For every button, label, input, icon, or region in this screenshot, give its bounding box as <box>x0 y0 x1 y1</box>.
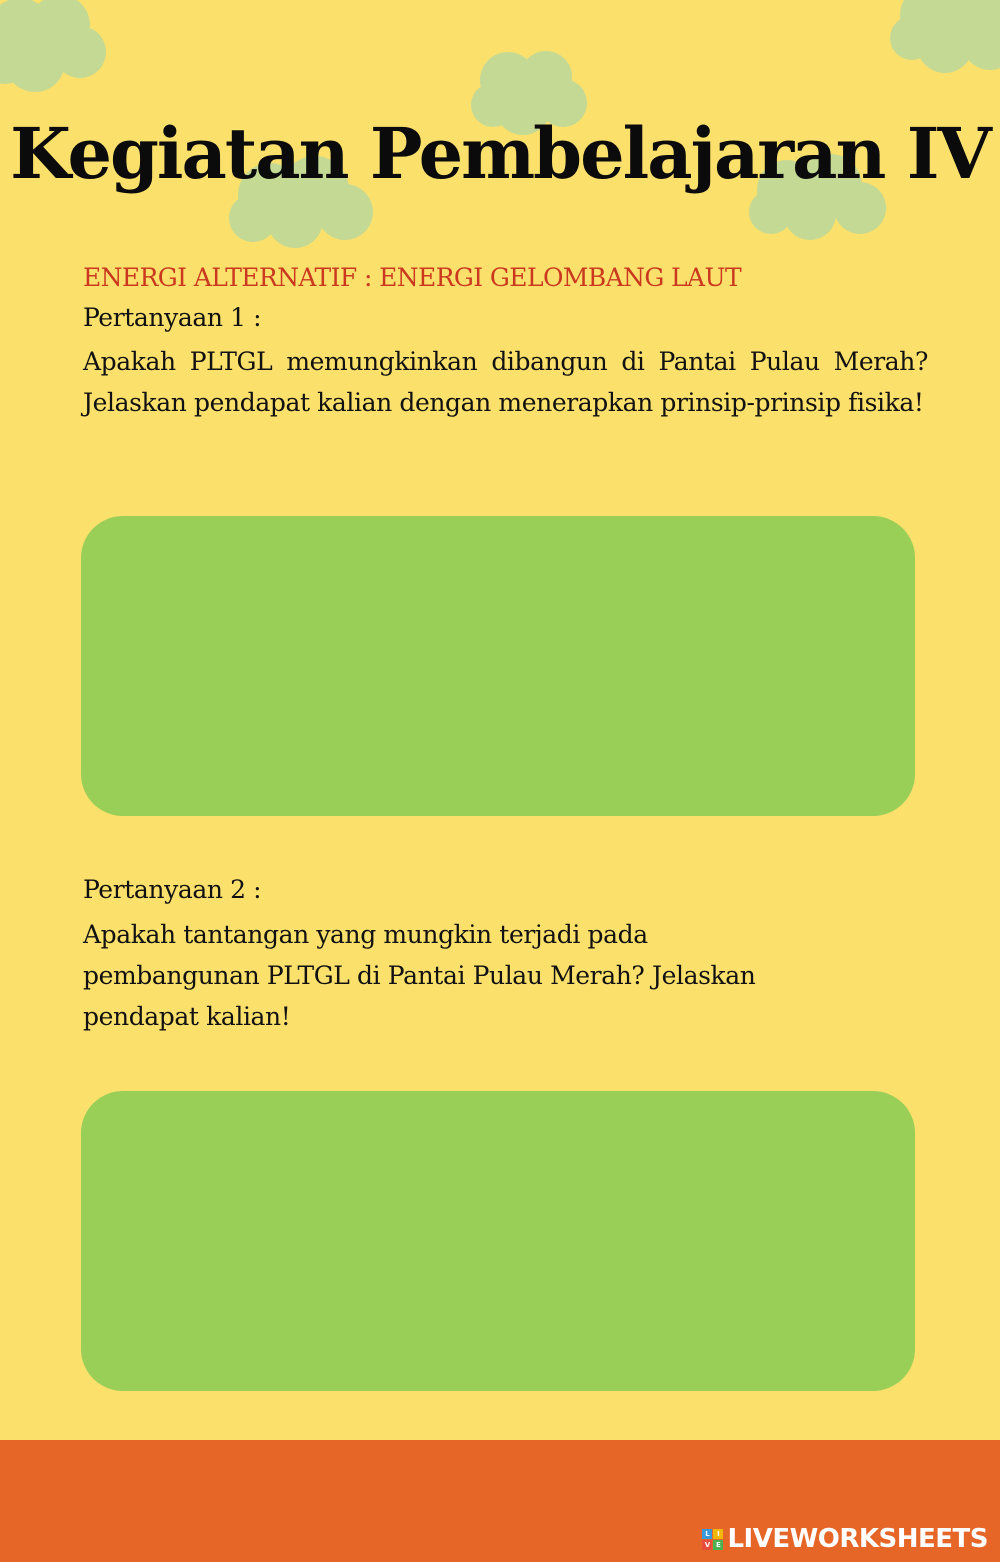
cloud-decoration-top-right <box>890 0 1000 80</box>
question-1-text: Apakah PLTGL memungkinkan dibangun di Pantai Pulau Merah? Jelaskan pendapat kalian dengan menerapkan prinsip-prinsip fisika! <box>83 347 928 417</box>
brand-name: LIVEWORKSHEETS <box>727 1524 988 1554</box>
answer-box-2[interactable] <box>81 1091 915 1391</box>
logo-letter: E <box>713 1540 723 1550</box>
cloud-decoration-top-left <box>0 0 120 100</box>
page-title: Kegiatan Pembelajaran IV <box>10 112 990 195</box>
question-2-line: pembangunan PLTGL di Pantai Pulau Merah? Jelaskan <box>83 961 756 990</box>
question-2-text <box>83 914 928 1037</box>
question-1-label: Pertanyaan 1 : <box>83 303 262 332</box>
question-2-label: Pertanyaan 2 : <box>83 875 262 904</box>
logo-letter: L <box>702 1529 712 1539</box>
liveworksheets-brand[interactable] <box>702 1524 988 1554</box>
logo-letter: V <box>702 1540 712 1550</box>
question-2-line: Apakah tantangan yang mungkin terjadi pada <box>83 920 648 949</box>
answer-box-1[interactable] <box>81 516 915 816</box>
topic-subtitle: ENERGI ALTERNATIF : ENERGI GELOMBANG LAUT <box>83 263 742 292</box>
footer-bar <box>0 1440 1000 1562</box>
logo-letter: I <box>713 1529 723 1539</box>
liveworksheets-logo-icon <box>702 1529 723 1550</box>
question-2-line: pendapat kalian! <box>83 1002 291 1031</box>
